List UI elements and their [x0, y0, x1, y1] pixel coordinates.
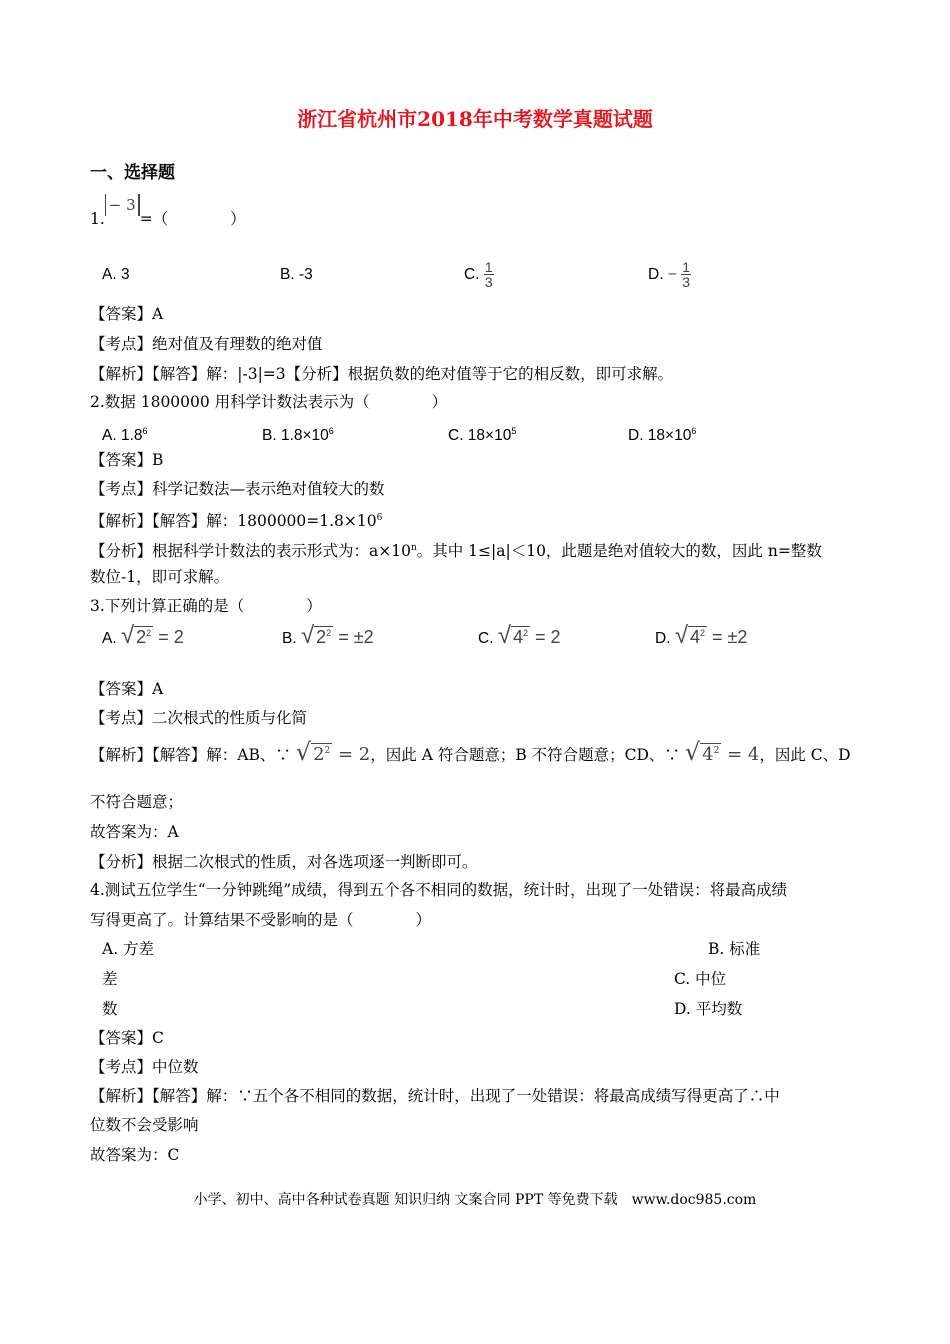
q2-stem: 2.数据 1800000 用科学计数法表示为（ ） [90, 393, 448, 411]
q3-point: 【考点】二次根式的性质与化简 [90, 709, 308, 727]
q2-answer: 【答案】B [90, 451, 164, 469]
fraction: $\frac{1}{3}$ [484, 259, 493, 291]
q3-option-a: A. √ $2^2 = 2$ [102, 622, 184, 649]
q1-answer: 【答案】A [90, 305, 164, 323]
q1-option-b: B. -3 [280, 266, 313, 283]
q3-option-c: C. √ $4^2 = 2$ [478, 622, 561, 649]
q1-point: 【考点】绝对值及有理数的绝对值 [90, 335, 323, 353]
q1-option-d: D. − $\frac{1}{3}$ [648, 259, 690, 291]
q4-point: 【考点】中位数 [90, 1058, 199, 1076]
q1-analysis: 【解析】【解答】解：|-3|=3【分析】根据负数的绝对值等于它的相反数，即可求解。 [90, 365, 674, 383]
q3-analysis-line2: 不符合题意； [90, 793, 184, 811]
abs-expression: − 3 [105, 194, 140, 216]
q4-option-a: A. 方差 [102, 940, 155, 958]
q1-option-a: A. 3 [102, 266, 130, 283]
q4-answer: 【答案】C [90, 1029, 164, 1047]
page-title: 浙江省杭州市2018年中考数学真题试题 [297, 107, 653, 131]
q2-option-b: B. $1.8\times 10^6$ [262, 426, 334, 445]
fraction: $\frac{1}{3}$ [682, 259, 690, 291]
q2-fenxi-line1: 【分析】根据科学计数法的表示形式为：$a\times 10^n$。其中 1≤|a|＜10，此题是绝对值较大的数，因此 n=整数 [90, 542, 822, 561]
q4-analysis-line2: 位数不会受影响 [90, 1116, 199, 1134]
q4-option-c: C. 中位 [674, 970, 727, 988]
q3-answer: 【答案】A [90, 680, 164, 698]
radical-expression: √ $2^2 = \pm 2$ [300, 622, 374, 649]
q4-stem-line2: 写得更高了。计算结果不受影响的是（ ） [90, 911, 432, 929]
radical-expression: √ $2^2 = 2$ [120, 622, 184, 649]
q2-analysis: 【解析】【解答】解：$1800000=1.8\times 10^6$ [90, 512, 383, 531]
q4-stem-line1: 4.测试五位学生“一分钟跳绳”成绩，得到五个各不相同的数据，统计时，出现了一处错误：将最高成绩 [90, 881, 788, 899]
q3-fenxi: 【分析】根据二次根式的性质，对各选项逐一判断即可。 [90, 853, 478, 871]
radical-expression: √ $4^2 = 2$ [497, 622, 561, 649]
q3-option-d: D. √ $4^2 = \pm 2$ [655, 622, 748, 649]
q4-option-b-continued: 差 [102, 970, 118, 988]
radical-expression: √ $4^2 = \pm 2$ [674, 622, 748, 649]
q1-option-c: C. $\frac{1}{3}$ [464, 259, 493, 291]
q3-analysis: 【解析】【解答】解：AB、∵ √ $2^2 = 2$，因此 A 符合题意；B 不符合题意；CD、∵ √ $4^2 = 4$，因此 C、D [90, 738, 851, 766]
q1-stem: 1. − 3 =（ ） [90, 196, 246, 228]
q3-stem: 3.下列计算正确的是（ ） [90, 597, 322, 615]
q4-analysis-line1: 【解析】【解答】解：∵五个各不相同的数据，统计时，出现了一处错误：将最高成绩写得更高了∴中 [90, 1087, 780, 1105]
q2-fenxi-line2: 数位-1，即可求解。 [90, 568, 230, 586]
q3-option-b: B. √ $2^2 = \pm 2$ [282, 622, 374, 649]
q4-option-c-continued: 数 [102, 1000, 118, 1018]
section-heading: 一、选择题 [90, 163, 175, 183]
q4-option-b: B. 标准 [708, 940, 761, 958]
q4-final: 故答案为：C [90, 1146, 180, 1164]
q3-final: 故答案为：A [90, 823, 179, 841]
page-footer: 小学、初中、高中各种试卷真题 知识归纳 文案合同 PPT 等免费下载 www.doc985.com [193, 1192, 757, 1208]
q2-point: 【考点】科学记数法—表示绝对值较大的数 [90, 480, 385, 498]
q2-option-c: C. $18\times 10^5$ [448, 426, 517, 445]
radical-expression: √ $4^2 = 4$ [684, 738, 760, 766]
radical-expression: √ $2^2 = 2$ [295, 738, 371, 766]
q2-option-a: A. $1.8^6$ [102, 426, 148, 445]
q2-option-d: D. $18\times 10^6$ [628, 426, 697, 445]
q4-option-d: D. 平均数 [674, 1000, 743, 1018]
